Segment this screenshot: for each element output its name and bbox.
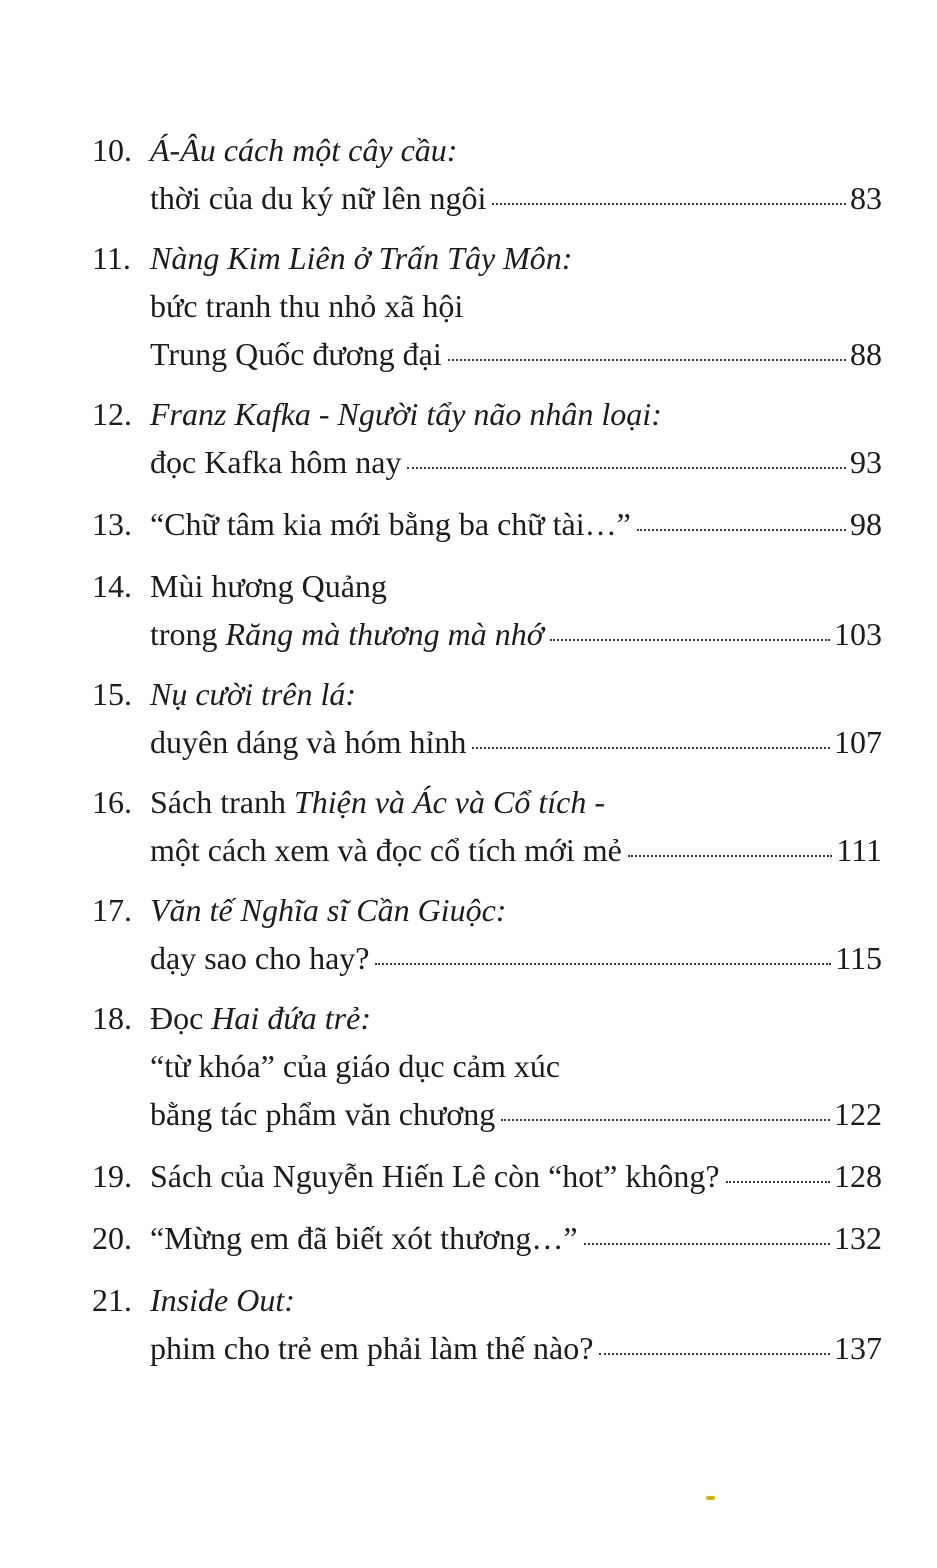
entry-title-line-2: “từ khóa” của giáo dục cảm xúc: [150, 1048, 561, 1084]
dot-leader: [584, 1243, 830, 1245]
entry-number: 15.: [92, 676, 132, 712]
toc-entry-13: [92, 500, 882, 548]
entry-title-line-1: Mùi hương Quảng: [150, 568, 387, 604]
toc-entry-14: [92, 562, 882, 658]
entry-title-line-1: Franz Kafka - Người tẩy não nhân loại:: [150, 396, 662, 432]
entry-title-line-1: “Chữ tâm kia mới bằng ba chữ tài…” 98: [150, 500, 882, 548]
entry-title-line-3: Trung Quốc đương đại 88: [150, 330, 882, 378]
toc-entry-16: [92, 778, 882, 874]
page-number: 103: [834, 616, 882, 652]
dot-leader: [726, 1181, 830, 1183]
entry-title-line-2: đọc Kafka hôm nay 93: [150, 438, 882, 486]
entry-number: 20.: [92, 1220, 132, 1256]
toc-entry-11: [92, 234, 882, 378]
page-number: 98: [850, 506, 882, 542]
entry-title-line-2: trong Răng mà thương mà nhớ 103: [150, 610, 882, 658]
toc-entry-10: [92, 126, 882, 222]
page-number: 128: [834, 1158, 882, 1194]
entry-number: 14.: [92, 568, 132, 604]
entry-number: 18.: [92, 1000, 132, 1036]
dot-leader: [637, 529, 846, 531]
toc-entry-20: [92, 1214, 882, 1262]
toc-entry-15: [92, 670, 882, 766]
page-number: 122: [834, 1096, 882, 1132]
dot-leader: [550, 639, 830, 641]
entry-title-line-1: Á-Âu cách một cây cầu:: [150, 132, 458, 168]
page-number: 137: [834, 1330, 882, 1366]
page-number: 93: [850, 444, 882, 480]
table-of-contents: [92, 126, 882, 1372]
print-speck: [706, 1496, 715, 1500]
entry-title-line-1: Đọc Hai đứa trẻ:: [150, 1000, 371, 1036]
entry-number: 13.: [92, 506, 132, 542]
page-number: 132: [834, 1220, 882, 1256]
dot-leader: [492, 203, 846, 205]
entry-title-line-2: bức tranh thu nhỏ xã hội: [150, 288, 464, 324]
toc-entry-19: [92, 1152, 882, 1200]
dot-leader: [472, 747, 830, 749]
entry-title-line-2: một cách xem và đọc cổ tích mới mẻ 111: [150, 826, 882, 874]
entry-number: 10.: [92, 132, 132, 168]
entry-title-line-1: Nụ cười trên lá:: [150, 676, 357, 712]
page-number: 107: [834, 724, 882, 760]
dot-leader: [501, 1119, 830, 1121]
entry-title-line-1: Sách tranh Thiện và Ác và Cổ tích -: [150, 784, 605, 820]
entry-title-line-1: Nàng Kim Liên ở Trấn Tây Môn:: [150, 240, 573, 276]
toc-entry-12: [92, 390, 882, 486]
entry-title-line-1: Sách của Nguyễn Hiến Lê còn “hot” không? 128: [150, 1152, 882, 1200]
entry-number: 12.: [92, 396, 132, 432]
entry-title-line-2: thời của du ký nữ lên ngôi 83: [150, 174, 882, 222]
entry-title-line-2: phim cho trẻ em phải làm thế nào? 137: [150, 1324, 882, 1372]
toc-entry-21: [92, 1276, 882, 1372]
entry-title-line-1: “Mừng em đã biết xót thương…” 132: [150, 1214, 882, 1262]
toc-entry-17: [92, 886, 882, 982]
toc-entry-18: [92, 994, 882, 1138]
entry-number: 21.: [92, 1282, 132, 1318]
dot-leader: [599, 1353, 830, 1355]
dot-leader: [375, 963, 831, 965]
page-number: 88: [850, 336, 882, 372]
entry-title-line-2: duyên dáng và hóm hỉnh 107: [150, 718, 882, 766]
entry-number: 16.: [92, 784, 132, 820]
page-number: 83: [850, 180, 882, 216]
entry-number: 19.: [92, 1158, 132, 1194]
page-number: 111: [836, 832, 882, 868]
dot-leader: [448, 359, 846, 361]
entry-number: 11.: [92, 240, 131, 276]
page-number: 115: [835, 940, 882, 976]
entry-title-line-1: Văn tế Nghĩa sĩ Cần Giuộc:: [150, 892, 507, 928]
entry-title-line-2: dạy sao cho hay? 115: [150, 934, 882, 982]
entry-number: 17.: [92, 892, 132, 928]
dot-leader: [407, 467, 846, 469]
entry-title-line-1: Inside Out:: [150, 1282, 295, 1318]
dot-leader: [628, 855, 833, 857]
entry-title-line-3: bằng tác phẩm văn chương 122: [150, 1090, 882, 1138]
